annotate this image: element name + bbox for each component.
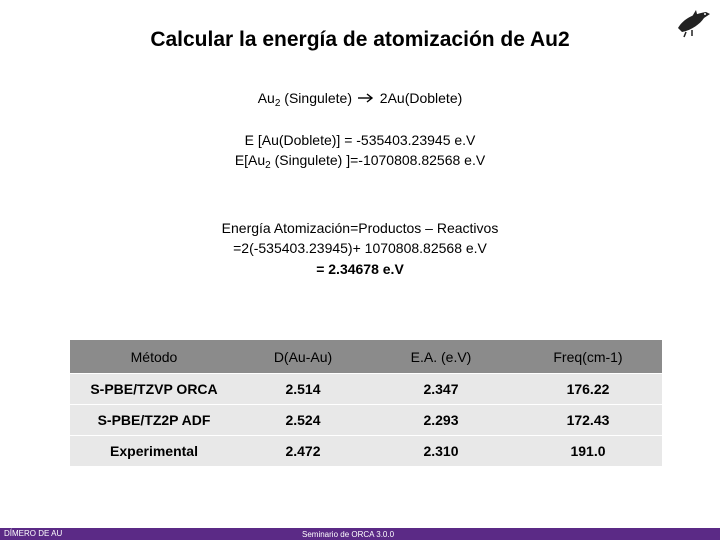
cell-frequency: 172.43 (514, 405, 662, 436)
product: 2Au(Doblete) (379, 90, 463, 106)
results-table (70, 340, 662, 467)
footer-center-text: Seminario de ORCA 3.0.0 (302, 530, 395, 539)
reactant-state: (Singulete) (280, 90, 352, 106)
energy-line-1: E [Au(Doblete)] = -535403.23945 e.V (244, 132, 476, 148)
energy-line-2-subscript: 2 (265, 160, 271, 171)
cell-atomization-energy: 2.347 (368, 374, 514, 405)
cell-atomization-energy: 2.310 (368, 436, 514, 467)
reactant-base: Au (257, 90, 275, 106)
cell-method: S-PBE/TZVP ORCA (70, 374, 238, 405)
cell-bond-length: 2.514 (238, 374, 368, 405)
cell-method: Experimental (70, 436, 238, 467)
bird-logo-icon (676, 8, 712, 38)
cell-method: S-PBE/TZ2P ADF (70, 405, 238, 436)
slide-title: Calcular la energía de atomización de Au2 (150, 28, 570, 51)
reactant-subscript: 2 (274, 98, 281, 109)
header-atomization-energy: E.A. (e.V) (368, 340, 514, 374)
cell-bond-length: 2.472 (238, 436, 368, 467)
atomization-line-2: =2(-535403.23945)+ 1070808.82568 e.V (233, 240, 487, 256)
cell-frequency: 191.0 (514, 436, 662, 467)
header-frequency: Freq(cm-1) (514, 340, 662, 374)
arrow-right-icon (358, 93, 374, 103)
reaction-equation (0, 90, 720, 109)
cell-frequency: 176.22 (514, 374, 662, 405)
table-header-row (70, 340, 662, 374)
table-row (70, 436, 662, 467)
header-bond-length: D(Au-Au) (238, 340, 368, 374)
energy-line-2-prefix: E[Au (234, 152, 266, 168)
cell-bond-length: 2.524 (238, 405, 368, 436)
cell-atomization-energy: 2.293 (368, 405, 514, 436)
table-row (70, 405, 662, 436)
atomization-result: = 2.34678 e.V (316, 261, 404, 277)
atomization-line-1: Energía Atomización=Productos – Reactivos (221, 220, 499, 236)
footer-left-text: DÍMERO DE AU (4, 529, 63, 538)
energy-line-2-suffix: (Singulete) ]=-1070808.82568 e.V (270, 152, 486, 168)
header-method: Método (70, 340, 238, 374)
table-row (70, 374, 662, 405)
energy-line-2 (0, 152, 720, 171)
